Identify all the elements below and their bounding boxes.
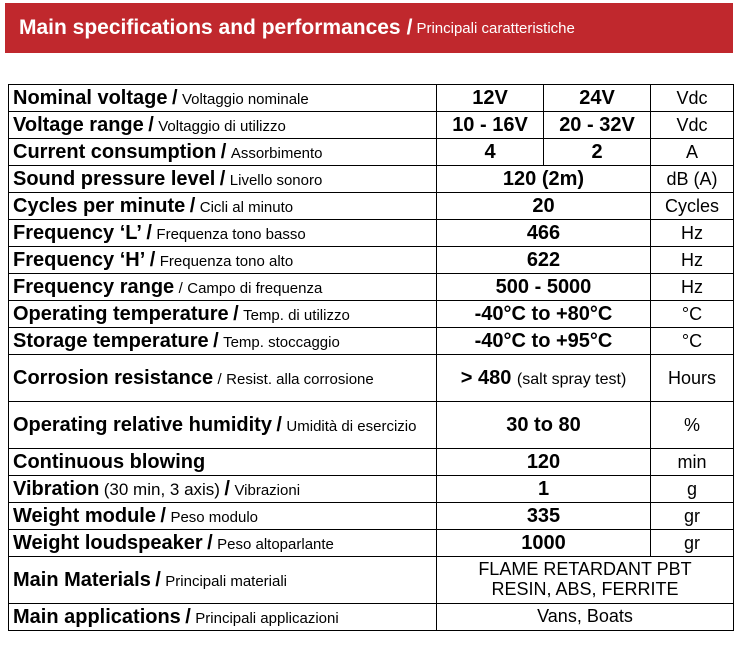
value-cell: 500 - 5000 xyxy=(437,274,651,301)
label-en: Corrosion resistance xyxy=(13,366,214,389)
value-cell: 120 (2m) xyxy=(437,166,651,193)
label-cell xyxy=(9,402,437,449)
value-cell: -40°C to +95°C xyxy=(437,328,651,355)
label-en: Frequency ‘H’ xyxy=(13,248,146,271)
label-en: Weight module xyxy=(13,504,156,527)
unit-cell: Hz xyxy=(651,274,734,301)
row-continuous-blowing xyxy=(9,449,734,476)
row-voltage-range xyxy=(9,112,734,139)
label-en: Main applications xyxy=(13,605,181,628)
label-en: Voltage range xyxy=(13,113,144,136)
section-banner xyxy=(5,3,733,53)
label-it: Principali materiali xyxy=(165,572,288,590)
label-en: Nominal voltage xyxy=(13,86,168,109)
label-it: Principali applicazioni xyxy=(195,609,339,627)
label-it: Temp. di utilizzo xyxy=(243,306,350,324)
value-cell xyxy=(437,355,651,402)
label-slash: / xyxy=(171,86,178,109)
label-slash: / xyxy=(276,413,282,436)
value-24v: 24V xyxy=(544,85,651,112)
label-slash: / xyxy=(149,248,156,271)
materials-line-1: FLAME RETARDANT PBT xyxy=(478,559,692,580)
row-storage-temperature xyxy=(9,328,734,355)
label-it: Cicli al minuto xyxy=(199,198,294,216)
corrosion-value: > 480 xyxy=(460,366,512,389)
label-cell xyxy=(9,301,437,328)
unit-cell: gr xyxy=(651,530,734,557)
value-12v: 4 xyxy=(437,139,544,166)
label-it: Campo di frequenza xyxy=(187,279,323,297)
label-it: Frequenza tono alto xyxy=(159,252,294,270)
banner-title-en: Main specifications and performances xyxy=(19,16,401,39)
row-frequency-l xyxy=(9,220,734,247)
label-cell xyxy=(9,220,437,247)
unit-cell: % xyxy=(651,402,734,449)
label-it: Vibrazioni xyxy=(234,481,301,499)
value-cell: 20 xyxy=(437,193,651,220)
unit-cell: Hz xyxy=(651,220,734,247)
value-cell: -40°C to +80°C xyxy=(437,301,651,328)
label-slash: / xyxy=(148,113,154,136)
materials-line-2: RESIN, ABS, FERRITE xyxy=(491,579,679,599)
label-en: Weight loudspeaker xyxy=(13,531,203,554)
label-it: Peso modulo xyxy=(170,508,258,526)
label-slash: / xyxy=(178,279,183,297)
label-cell xyxy=(9,355,437,402)
label-cell xyxy=(9,247,437,274)
label-slash: / xyxy=(233,302,239,325)
unit-cell: Cycles xyxy=(651,193,734,220)
label-cell xyxy=(9,328,437,355)
label-it: Temp. stoccaggio xyxy=(223,333,340,351)
label-it: Livello sonoro xyxy=(229,171,323,189)
label-slash: / xyxy=(146,221,152,244)
label-it: Voltaggio nominale xyxy=(181,90,309,108)
row-operating-temperature xyxy=(9,301,734,328)
row-main-applications xyxy=(9,604,734,631)
row-weight-loudspeaker xyxy=(9,530,734,557)
specifications-table xyxy=(8,84,734,631)
row-weight-module xyxy=(9,503,734,530)
label-en: Frequency range xyxy=(13,275,175,298)
label-cell xyxy=(9,139,437,166)
row-cycles-per-minute xyxy=(9,193,734,220)
label-it: Assorbimento xyxy=(230,144,323,162)
value-cell: 335 xyxy=(437,503,651,530)
label-it: Resist. alla corrosione xyxy=(226,370,374,388)
label-en: Main Materials xyxy=(13,568,151,591)
value-cell: 466 xyxy=(437,220,651,247)
label-cell xyxy=(9,604,437,631)
unit-cell: min xyxy=(651,449,734,476)
label-it: Peso altoparlante xyxy=(217,535,334,553)
label-en: Operating relative humidity xyxy=(13,413,272,436)
value-24v: 2 xyxy=(544,139,651,166)
label-en: Frequency ‘L’ xyxy=(13,221,142,244)
value-cell: 30 to 80 xyxy=(437,402,651,449)
unit-cell: Vdc xyxy=(651,85,734,112)
value-cell: 622 xyxy=(437,247,651,274)
label-slash: / xyxy=(220,140,227,163)
unit-cell: Hours xyxy=(651,355,734,402)
label-en: Operating temperature xyxy=(13,302,229,325)
value-24v: 20 - 32V xyxy=(544,112,651,139)
banner-slash: / xyxy=(406,16,413,39)
label-it: Umidità di esercizio xyxy=(286,417,417,435)
label-en: Continuous blowing xyxy=(13,450,206,473)
value-12v: 10 - 16V xyxy=(437,112,544,139)
unit-cell: Hz xyxy=(651,247,734,274)
value-cell xyxy=(437,557,734,604)
banner-title-it: Principali caratteristiche xyxy=(416,19,575,37)
label-cell xyxy=(9,476,437,503)
label-en: Cycles per minute xyxy=(13,194,186,217)
label-it: Frequenza tono basso xyxy=(156,225,306,243)
row-corrosion-resistance xyxy=(9,355,734,402)
label-en: Sound pressure level xyxy=(13,167,216,190)
unit-cell: gr xyxy=(651,503,734,530)
label-paren: (30 min, 3 axis) xyxy=(103,479,220,499)
label-en: Current consumption xyxy=(13,140,217,163)
row-vibration xyxy=(9,476,734,503)
label-slash: / xyxy=(213,329,219,352)
label-cell xyxy=(9,112,437,139)
value-12v: 12V xyxy=(437,85,544,112)
label-en: Vibration xyxy=(13,477,100,500)
label-cell xyxy=(9,449,437,476)
value-cell: 1 xyxy=(437,476,651,503)
label-slash: / xyxy=(155,568,161,591)
label-it: Voltaggio di utilizzo xyxy=(158,117,286,135)
label-slash: / xyxy=(217,370,222,388)
row-nominal-voltage xyxy=(9,85,734,112)
label-slash: / xyxy=(189,194,196,217)
row-frequency-range xyxy=(9,274,734,301)
label-cell xyxy=(9,503,437,530)
label-en: Storage temperature xyxy=(13,329,209,352)
row-main-materials xyxy=(9,557,734,604)
unit-cell: °C xyxy=(651,328,734,355)
label-cell xyxy=(9,530,437,557)
unit-cell: Vdc xyxy=(651,112,734,139)
row-current-consumption xyxy=(9,139,734,166)
row-sound-pressure xyxy=(9,166,734,193)
row-frequency-h xyxy=(9,247,734,274)
label-cell xyxy=(9,557,437,604)
label-slash: / xyxy=(160,504,166,527)
unit-cell: °C xyxy=(651,301,734,328)
label-slash: / xyxy=(185,605,191,628)
value-cell: Vans, Boats xyxy=(437,604,734,631)
value-cell: 120 xyxy=(437,449,651,476)
label-slash: / xyxy=(219,167,226,190)
unit-cell: A xyxy=(651,139,734,166)
unit-cell: dB (A) xyxy=(651,166,734,193)
label-slash: / xyxy=(224,477,230,500)
unit-cell: g xyxy=(651,476,734,503)
value-cell: 1000 xyxy=(437,530,651,557)
label-cell xyxy=(9,193,437,220)
label-cell xyxy=(9,166,437,193)
label-slash: / xyxy=(207,531,213,554)
row-relative-humidity xyxy=(9,402,734,449)
label-cell xyxy=(9,85,437,112)
label-cell xyxy=(9,274,437,301)
corrosion-note: (salt spray test) xyxy=(516,370,627,388)
